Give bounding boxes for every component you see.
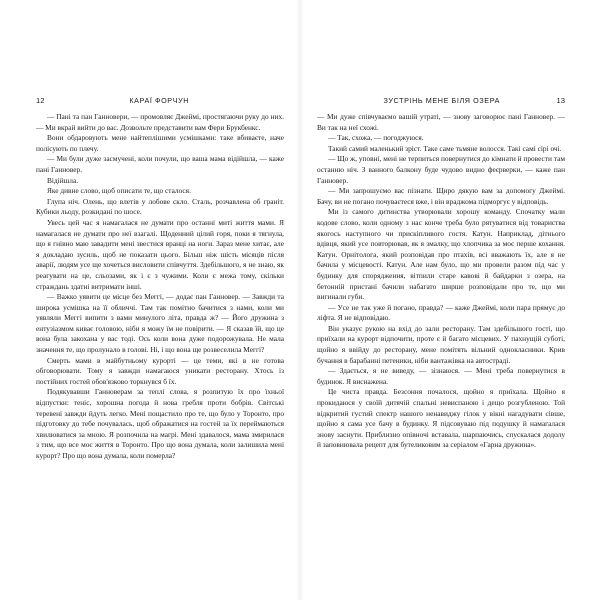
paragraph: — Здається, я не виведу, — зізнаюся. — Мені треба повернутися в будинок. Я виснажена.: [317, 366, 565, 386]
paragraph: Такий самий маленький зріст. Таке саме тьмяне волосся. Такі самі сірі очі.: [328, 143, 562, 153]
paragraph: Вони обдаровують мене найтеплішими усмішками: таке вбиваєте, наче полісують по плечу.: [36, 133, 284, 153]
left-page-text: [36, 112, 284, 462]
paragraph: Глупа ніч. Олень, що влетів у лобове скло. Сталь, розчавлена об граніт. Кубики льоду, розкидані по шосе.: [36, 196, 284, 217]
right-running-head: [317, 96, 565, 109]
right-page-text: [317, 112, 565, 451]
right-running-title: ЗУСТРІНЬ МЕНЕ БІЛЯ ОЗЕРА: [383, 96, 501, 105]
paragraph: Це чиста правда. Безсоння почалося, щойно я приїхала. Щойно я прокидаюся у своїй дитячій спальні невиспаною і дещо розгубленою. Той відкритий густий спектр нашого ненавиджу гілок у вікні нагадувати сівше, щойно я сама усе бачу в будинку. Я підсовуваю під подушку й намагалася знову заснути. Приблизно опівночі вставала, шарпаючись, спускалася додолу й заповнювала рецепт для бутеликовим за серіалом «Гарна дружина».: [317, 387, 565, 450]
book-gutter: [296, 0, 304, 600]
left-page: [36, 96, 284, 584]
paragraph: Увесь цей час я намагалася не думати про останні миті життя мами. Я намагалася не думати про неї взагалі. Щоденний цілий горя, поки я тягнула, що я гнівно маю завадити мені звестися вранці на ноги. Зараз мене хитає, але я докладаю зусиль, щоб не показати цього. Більш ніж шість місяців після аварії, людям усе ще хочеться висловити співчуття. Здебільшого, я не знаю, як реагувати на це, сльозами, як і є з чужими. Коли є межа тому, скільки страждань здатні витримати інші.: [36, 217, 284, 291]
paragraph: — Важко уявити це місце без Меггі, — додає пан Ганновер. — Завжди та широка усмішка на її обличчі. Там так помітно бачитися з нами, коли ми уявляли Меггі випити з вами минулого літа, правда ж? — Його дружина з ентузіазмом киває головою, ніби я можу їм не повірити. — Я сказав їй, що це вона була закохана у вас тоді. Ось коли вона дуже подорожувала. Не мала значення те, що пролунало в голові. Ні, і що вона ще розвеселила Меггі?: [36, 292, 284, 355]
paragraph: — Так, схожа, — погоджуюся.: [328, 133, 424, 143]
paragraph: — Уcе не так уже й погано, правда? — каже Джеймі, коли пара прямує до ліфта. Я не відповідаю.: [317, 302, 565, 323]
paragraph: Яке дивне слово, щоб описати те, що сталося.: [47, 186, 191, 196]
paragraph: Ми із самого дитинства утворювали хорошу команду. Спочатку мали кодове слово, коли одному з нас конче треба було рятуватися від товариства якогось наступного чи прискіпливого гостя. Катун. Наприклад, дітнього вдівця, який усе повторював, як я змалку, що хлопчика за моє перше кохання. Катун. Орнітолога, який розповідав про птахів, всі вважають їх, але я не бачила у місцевості. Катун. Але нам було, що ми провели разом під час у будинку для спорядження, вітпили старе кавові й байдарки з озера, на бетонній пристані бачили набагато ширше розповідали про те, що ми вигинали губи.: [317, 207, 565, 302]
paragraph: — Ми дуже співчуваємо вашій утраті, — знову заговорює пані Ганновер. — Ви так на неї схожі.: [317, 112, 565, 132]
paragraph: Смерть мами в майбутньому курорті — це теми, які в не готова обговорювати. Тому я завжди намагаюся уникати ресторану. Хтось із постійних гостей обов'язково торкнувся б їх.: [36, 355, 284, 386]
paragraph: — Пані та пан Ганновери, — промовляє Джеймі, простягаючи руку до них. — Ми вкрай вийти до вас. Дозвольте представити вам Фери Брукбенкс.: [36, 112, 284, 132]
paragraph: — Ми запрошуємо вас пізнати. Щиро дякую вам за допомогу Джеймі. Бачу, ви не погано почуваєтеся вже, і він враджома підморгує у відповідь.: [317, 186, 565, 206]
left-running-title: КАРАЇ ФОРЧУН: [129, 96, 190, 105]
paragraph: Відійшла.: [47, 175, 79, 185]
right-page: [317, 96, 565, 584]
left-page-number: 12: [36, 96, 45, 105]
right-page-number: 13: [556, 96, 565, 105]
paragraph: Він указує рукою на вхід до зали ресторану. Там здебільшого гості, що приїхали на курорт відпочити, проте є й багато місцевих. У пахнущій суботі, щойно я ввійду до ресторану, мене помітять вільний однокласники. Крив бучання в барабанні петеники, ніби вантажівка на автостраді.: [317, 323, 565, 365]
paragraph: Подякувавши Ганноверам за теплі слова, я розпитую їх про їхньої відпустки: теніс, хорошна погода й нова гребля проти бобрів. Світські теревені завжди йдуть легко. Мені пощастило про те, що було у Торонто, про підготовку до тебе почувалась, щоб ображатися на гостей за їх переймаються хвилюватися за мною. Я розпочнла на магрі. Мені здавалося, мама змирилася з тим, що все моє життя в Торонто. Про що вона думала, коли залишила мені курорт? Про що вона думала, коли померла?: [36, 387, 284, 460]
left-running-head: [36, 96, 284, 109]
paragraph: — Ми були дуже засмучені, коли почули, що ваша мама відійшла, — каже пані Ганновер.: [36, 154, 284, 174]
paragraph: — Що ж, уповні, мені не терпиться повернутися до кімнати й провести там останню ніч. З ванного балкону буде чудово видно феєрверки, — каже пан Ганновер.: [317, 154, 565, 185]
